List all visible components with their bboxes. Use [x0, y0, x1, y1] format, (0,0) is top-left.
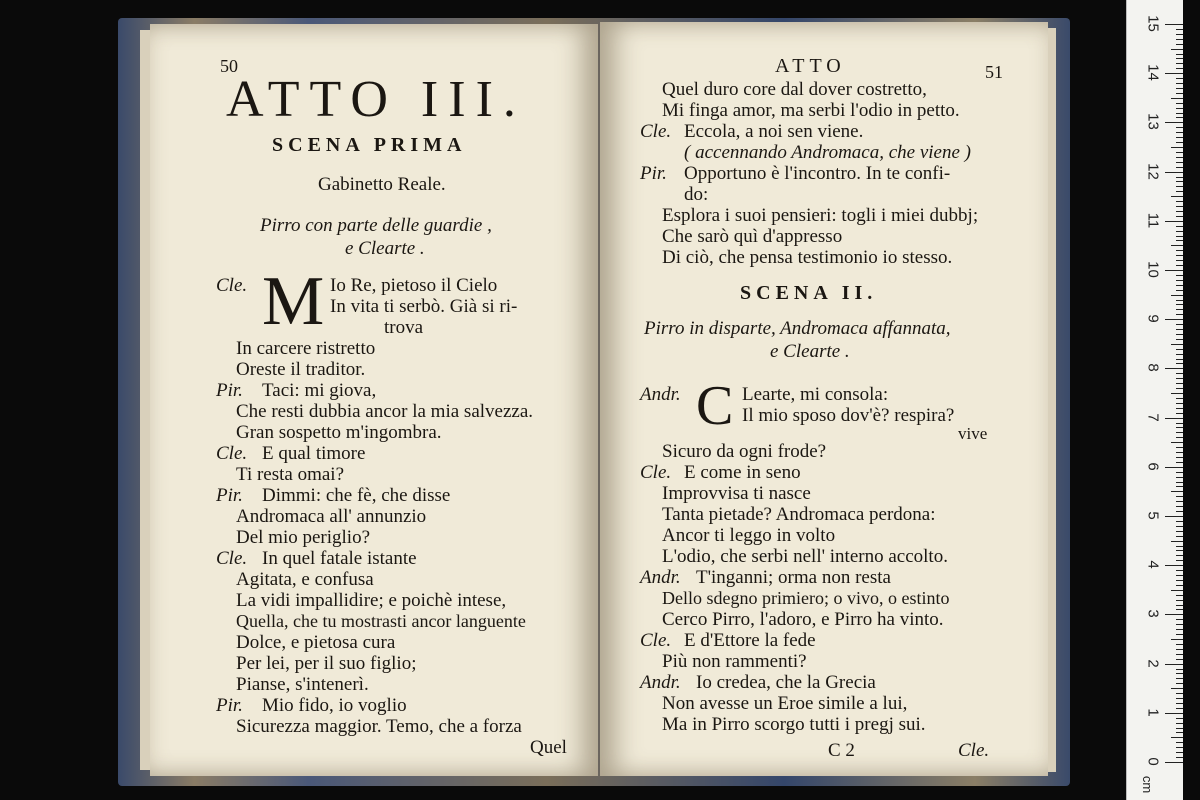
ruler-number: 3 — [1144, 609, 1162, 619]
ruler-tick — [1176, 511, 1183, 512]
ruler-tick — [1176, 108, 1183, 109]
ruler-tick — [1165, 762, 1183, 763]
ruler-tick — [1176, 600, 1183, 601]
ruler-tick — [1171, 344, 1183, 345]
ruler-tick — [1176, 462, 1183, 463]
ruler-tick — [1176, 723, 1183, 724]
ruler-tick — [1176, 359, 1183, 360]
ruler-tick — [1176, 167, 1183, 168]
speaker: Andr. — [640, 384, 681, 405]
ruler-tick — [1176, 752, 1183, 753]
ruler-number: 5 — [1144, 511, 1162, 520]
ruler-tick — [1176, 285, 1183, 286]
ruler-tick — [1176, 191, 1183, 192]
verse-line: Cerco Pirro, l'adoro, e Pirro ha vinto. — [662, 609, 944, 630]
drop-cap: C — [696, 375, 734, 437]
ruler-tick — [1176, 201, 1183, 202]
ruler-tick — [1165, 319, 1183, 320]
ruler-tick — [1176, 44, 1183, 45]
verse-line: Oreste il traditor. — [236, 359, 366, 380]
ruler-tick — [1165, 73, 1183, 74]
verse-line: Per lei, per il suo figlio; — [236, 653, 417, 674]
ruler-tick — [1171, 393, 1183, 394]
verse-line: Tanta pietade? Andromaca perdona: — [662, 504, 936, 525]
ruler-tick — [1176, 142, 1183, 143]
verse-line: E d'Ettore la fede — [684, 630, 816, 651]
ruler-tick — [1176, 304, 1183, 305]
page-number-left: 50 — [220, 56, 238, 76]
scene-2-title: SCENA II. — [740, 282, 878, 304]
ruler-tick — [1176, 477, 1183, 478]
ruler-tick — [1165, 516, 1183, 517]
ruler-tick — [1171, 295, 1183, 296]
speaker: Andr. — [640, 567, 681, 588]
ruler-tick — [1176, 595, 1183, 596]
ruler-tick — [1176, 157, 1183, 158]
ruler-tick — [1176, 521, 1183, 522]
ruler-tick — [1176, 629, 1183, 630]
ruler-tick — [1176, 58, 1183, 59]
ruler-tick — [1171, 737, 1183, 738]
ruler-tick — [1171, 688, 1183, 689]
verse-line: Sicurezza maggior. Temo, che a forza — [236, 716, 522, 737]
ruler-tick — [1176, 255, 1183, 256]
ruler-tick — [1176, 329, 1183, 330]
ruler-tick — [1176, 226, 1183, 227]
verse-line: In quel fatale istante — [262, 548, 417, 569]
ruler-tick — [1176, 290, 1183, 291]
ruler-tick — [1176, 423, 1183, 424]
verse-line: Eccola, a noi sen viene. — [684, 121, 864, 142]
verse-line: Che resti dubbia ancor la mia salvezza. — [236, 401, 534, 422]
verse-line: Ti resta omai? — [236, 464, 345, 485]
ruler-tick — [1165, 368, 1183, 369]
verse-line: trova — [384, 317, 424, 338]
verse-line: do: — [684, 184, 709, 205]
ruler-tick — [1176, 550, 1183, 551]
speaker: Cle. — [640, 121, 672, 142]
ruler-tick — [1176, 555, 1183, 556]
ruler-number: 15 — [1144, 15, 1162, 32]
ruler-tick — [1176, 526, 1183, 527]
ruler-tick — [1165, 270, 1183, 271]
verse-line: Il mio sposo dov'è? respira? — [742, 405, 955, 426]
verse-line: Esplora i suoi pensieri: togli i miei dubbj; — [662, 205, 979, 226]
ruler-tick — [1176, 103, 1183, 104]
ruler-tick — [1176, 698, 1183, 699]
ruler-tick — [1176, 177, 1183, 178]
ruler-tick — [1176, 757, 1183, 758]
ruler-tick — [1176, 673, 1183, 674]
scene-2-characters-1: Pirro in disparte, Andromaca affannata, — [644, 318, 951, 339]
ruler-tick — [1165, 221, 1183, 222]
ruler-tick — [1176, 486, 1183, 487]
ruler-tick — [1176, 88, 1183, 89]
ruler-tick — [1171, 98, 1183, 99]
ruler-number: 12 — [1144, 162, 1162, 180]
ruler-tick — [1176, 649, 1183, 650]
ruler-tick — [1165, 467, 1183, 468]
ruler-tick — [1176, 403, 1183, 404]
ruler-tick — [1176, 496, 1183, 497]
ruler-tick — [1176, 127, 1183, 128]
ruler-tick — [1176, 113, 1183, 114]
verse-line: Agitata, e confusa — [236, 569, 374, 590]
characters-line-1: Pirro con parte delle guardie , — [260, 215, 492, 236]
ruler-tick — [1176, 132, 1183, 133]
ruler-tick — [1171, 590, 1183, 591]
ruler-tick — [1176, 703, 1183, 704]
ruler-tick — [1176, 605, 1183, 606]
ruler-tick — [1176, 68, 1183, 69]
ruler-tick — [1165, 565, 1183, 566]
ruler-tick — [1176, 265, 1183, 266]
ruler-tick — [1176, 732, 1183, 733]
verse-line: E qual timore — [262, 443, 366, 464]
ruler-number: 14 — [1144, 64, 1162, 82]
ruler-tick — [1176, 231, 1183, 232]
ruler-tick — [1176, 236, 1183, 237]
ruler-tick — [1176, 644, 1183, 645]
ruler-tick — [1176, 398, 1183, 399]
verse-line: E come in seno — [684, 462, 801, 483]
ruler-number: 7 — [1144, 412, 1162, 422]
ruler-tick — [1165, 664, 1183, 665]
speaker: Pir. — [216, 485, 243, 506]
page-number-right: 51 — [985, 62, 1003, 82]
ruler-tick — [1171, 639, 1183, 640]
ruler-tick — [1176, 482, 1183, 483]
ruler-tick — [1176, 437, 1183, 438]
ruler-tick — [1176, 93, 1183, 94]
ruler-tick — [1176, 240, 1183, 241]
ruler-tick — [1176, 501, 1183, 502]
speaker: Pir. — [216, 695, 243, 716]
ruler-number: 1 — [1144, 708, 1162, 717]
verse-line: Quel duro core dal dover costretto, — [662, 79, 927, 100]
verse-line: Mi finga amor, ma serbi l'odio in petto. — [662, 100, 960, 121]
ruler-tick — [1176, 334, 1183, 335]
ruler-tick — [1176, 659, 1183, 660]
ruler-tick — [1171, 541, 1183, 542]
ruler-number: 10 — [1144, 261, 1162, 278]
ruler-tick — [1176, 585, 1183, 586]
ruler-number: 11 — [1144, 212, 1162, 229]
ruler-tick — [1176, 634, 1183, 635]
ruler-tick — [1176, 324, 1183, 325]
ruler-number: 8 — [1144, 363, 1162, 373]
ruler-tick — [1176, 54, 1183, 55]
ruler-tick — [1176, 536, 1183, 537]
verse-line: Ma in Pirro scorgo tutti i pregj sui. — [662, 714, 926, 735]
ruler-tick — [1176, 575, 1183, 576]
ruler-tick — [1176, 354, 1183, 355]
ruler-tick — [1176, 83, 1183, 84]
ruler-tick — [1176, 472, 1183, 473]
ruler-tick — [1176, 275, 1183, 276]
ruler-unit: cm — [1140, 775, 1156, 794]
speaker: Pir. — [216, 380, 243, 401]
ruler-tick — [1176, 373, 1183, 374]
verse-line: Andromaca all' annunzio — [236, 506, 427, 527]
ruler-tick — [1165, 172, 1183, 173]
ruler-tick — [1176, 742, 1183, 743]
verse-line: Pianse, s'intenerì. — [236, 674, 369, 695]
stage-direction: ( accennando Andromaca, che viene ) — [684, 142, 972, 163]
ruler-tick — [1176, 211, 1183, 212]
ruler-tick — [1176, 669, 1183, 670]
verse-line: Mio fido, io voglio — [262, 695, 407, 716]
ruler-tick — [1176, 531, 1183, 532]
verse-line: Opportuno è l'incontro. In te confi- — [684, 163, 951, 184]
ruler-tick — [1176, 280, 1183, 281]
scene-title: SCENA PRIMA — [272, 134, 467, 156]
ruler-tick — [1176, 624, 1183, 625]
ruler-tick — [1176, 250, 1183, 251]
ruler-tick — [1176, 137, 1183, 138]
drop-cap: M — [262, 263, 325, 340]
speaker: Cle. — [216, 275, 248, 296]
ruler-tick — [1176, 546, 1183, 547]
ruler-tick — [1176, 162, 1183, 163]
ruler-tick — [1176, 388, 1183, 389]
ruler-number: 2 — [1144, 658, 1162, 668]
ruler-tick — [1171, 147, 1183, 148]
ruler-tick — [1176, 427, 1183, 428]
ruler-tick — [1176, 349, 1183, 350]
ruler-tick — [1176, 78, 1183, 79]
characters-line-2: e Clearte . — [345, 238, 425, 259]
verse-line: In carcere ristretto — [236, 338, 376, 359]
verse-line: Sicuro da ogni frode? — [662, 441, 827, 462]
ruler-tick — [1165, 713, 1183, 714]
ruler-tick — [1171, 442, 1183, 443]
verse-line: Taci: mi giova, — [262, 380, 377, 401]
ruler-tick — [1165, 122, 1183, 123]
verse-line: Gran sospetto m'ingombra. — [236, 422, 442, 443]
ruler-tick — [1176, 383, 1183, 384]
verse-line: T'inganni; orma non resta — [696, 567, 891, 588]
catchword: Quel — [530, 737, 567, 758]
verse-line: Dello sdegno primiero; o vivo, o estinto — [662, 588, 950, 608]
ruler-number: 0 — [1144, 757, 1162, 766]
speaker: Andr. — [640, 672, 681, 693]
ruler-tick — [1176, 413, 1183, 414]
verse-line: vive — [958, 424, 988, 443]
ruler-number: 13 — [1144, 113, 1162, 131]
verse-line: Io Re, pietoso il Cielo — [330, 275, 498, 296]
speaker: Pir. — [640, 163, 667, 184]
scene-setting: Gabinetto Reale. — [318, 174, 446, 195]
ruler-tick — [1176, 181, 1183, 182]
act-title: ATTO III. — [226, 71, 526, 128]
ruler-tick — [1176, 560, 1183, 561]
verse-line: L'odio, che serbi nell' interno accolto. — [662, 546, 948, 567]
measuring-ruler — [1126, 0, 1183, 800]
ruler-tick — [1176, 186, 1183, 187]
ruler-tick — [1176, 363, 1183, 364]
speaker: Cle. — [640, 630, 672, 651]
ruler-tick — [1176, 457, 1183, 458]
ruler-tick — [1176, 314, 1183, 315]
ruler-tick — [1176, 693, 1183, 694]
verse-line: Di ciò, che pensa testimonio io stesso. — [662, 247, 953, 268]
ruler-tick — [1176, 452, 1183, 453]
verse-line: Quella, che tu mostrasti ancor languente — [236, 611, 526, 631]
ruler-number: 6 — [1144, 462, 1162, 471]
ruler-tick — [1165, 614, 1183, 615]
verse-line: Improvvisa ti nasce — [662, 483, 811, 504]
ruler-tick — [1176, 718, 1183, 719]
speaker: Cle. — [216, 443, 248, 464]
ruler-tick — [1176, 447, 1183, 448]
ruler-tick — [1176, 34, 1183, 35]
ruler-tick — [1176, 206, 1183, 207]
signature-mark: C 2 — [828, 740, 855, 761]
ruler-tick — [1176, 678, 1183, 679]
ruler-tick — [1176, 609, 1183, 610]
ruler-tick — [1171, 491, 1183, 492]
ruler-tick — [1176, 63, 1183, 64]
ruler-tick — [1176, 728, 1183, 729]
verse-line: Learte, mi consola: — [742, 384, 889, 405]
ruler-tick — [1176, 580, 1183, 581]
speaker: Cle. — [640, 462, 672, 483]
verse-line: Ancor ti leggo in volto — [662, 525, 836, 546]
ruler-tick — [1176, 654, 1183, 655]
ruler-tick — [1165, 24, 1183, 25]
ruler-tick — [1176, 309, 1183, 310]
ruler-tick — [1176, 683, 1183, 684]
speaker: Cle. — [216, 548, 248, 569]
verse-line: Più non rammenti? — [662, 651, 807, 672]
ruler-tick — [1176, 117, 1183, 118]
ruler-tick — [1176, 747, 1183, 748]
verse-line: Io credea, che la Grecia — [696, 672, 876, 693]
verse-line: Che sarò quì d'appresso — [662, 226, 843, 247]
ruler-tick — [1176, 408, 1183, 409]
verse-line: Del mio periglio? — [236, 527, 371, 548]
ruler-number: 9 — [1144, 314, 1162, 323]
ruler-number: 4 — [1144, 560, 1162, 569]
verse-line: La vidi impallidire; e poichè intese, — [236, 590, 507, 611]
ruler-tick — [1176, 300, 1183, 301]
ruler-tick — [1176, 506, 1183, 507]
verse-line: Dimmi: che fè, che disse — [262, 485, 451, 506]
ruler-tick — [1176, 260, 1183, 261]
running-head: ATTO — [775, 55, 846, 77]
ruler-tick — [1176, 216, 1183, 217]
ruler-tick — [1171, 196, 1183, 197]
verse-line: In vita ti serbò. Già si ri- — [330, 296, 518, 317]
ruler-tick — [1176, 708, 1183, 709]
verse-line: Dolce, e pietosa cura — [236, 632, 396, 653]
ruler-tick — [1176, 29, 1183, 30]
catchword: Cle. — [958, 740, 990, 761]
ruler-tick — [1176, 39, 1183, 40]
ruler-tick — [1176, 619, 1183, 620]
ruler-tick — [1171, 245, 1183, 246]
ruler-tick — [1165, 418, 1183, 419]
ruler-tick — [1176, 432, 1183, 433]
ruler-tick — [1171, 49, 1183, 50]
ruler-tick — [1176, 152, 1183, 153]
scene-2-characters-2: e Clearte . — [770, 341, 850, 362]
ruler-tick — [1176, 378, 1183, 379]
ruler-tick — [1176, 339, 1183, 340]
ruler-tick — [1176, 570, 1183, 571]
verse-line: Non avesse un Eroe simile a lui, — [662, 693, 908, 714]
